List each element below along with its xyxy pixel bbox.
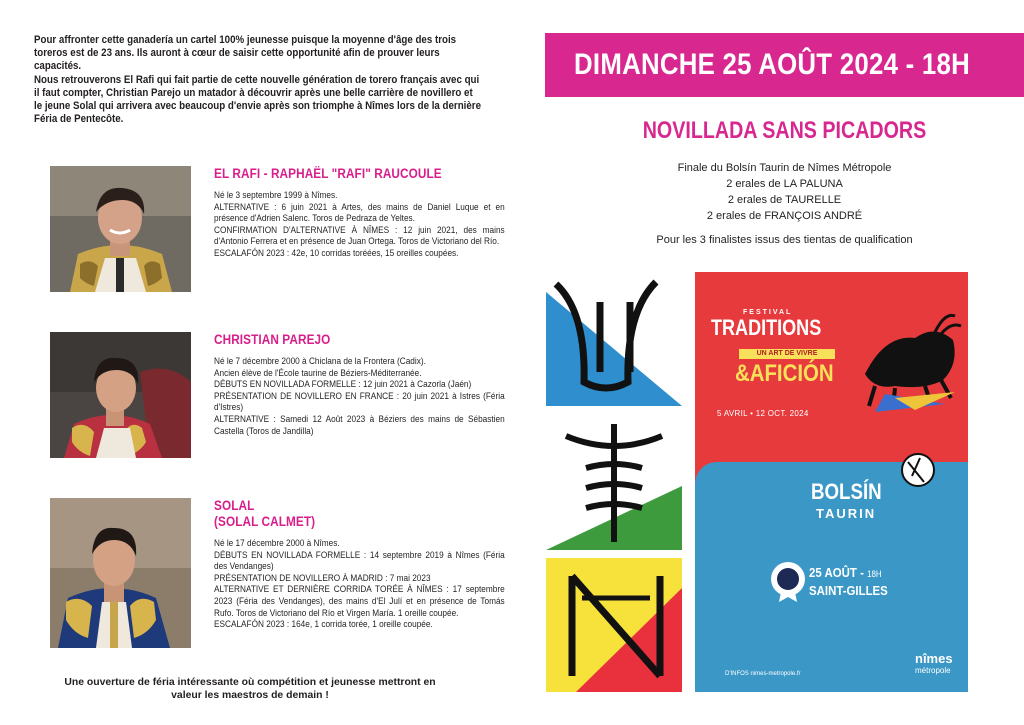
poster-traditions: TRADITIONS bbox=[711, 315, 822, 340]
poster-taurin: TAURIN bbox=[816, 506, 877, 521]
profile-name: CHRISTIAN PAREJO bbox=[214, 332, 331, 347]
badge-icon bbox=[769, 560, 807, 602]
poster-bolsin: BOLSÍN bbox=[811, 479, 882, 504]
profile-bio: Né le 3 septembre 1999 à Nîmes. ALTERNATIVE : 6 juin 2021 à Artes, des mains de Daniel Luque et en présence d'Adrien Salenc. Toros de Pedraza de Yeltes. CONFIRMATION D'ALTERNATIVE À NÎMES : 12 juin 2021, des mains d'Antonio Ferrera et en présence de Juan Ortega. Toros de Victoriano del Río. ESCALAFÓN 2023 : 42e, 10 corridas toréées, 15 oreilles coupées. bbox=[214, 190, 505, 259]
poster-date: 25 AOÛT - 18H bbox=[809, 565, 882, 580]
profile-name: SOLAL bbox=[214, 498, 255, 513]
detail-line: 2 erales de FRANÇOIS ANDRÉ bbox=[706, 210, 863, 222]
profile-name-full: (SOLAL CALMET) bbox=[214, 514, 316, 529]
nimes-metropole-logo: nîmes métropole bbox=[915, 651, 953, 675]
portrait-christian-parejo bbox=[50, 332, 191, 458]
profile-name: EL RAFI - RAPHAËL "RAFI" RAUCOULE bbox=[214, 166, 442, 181]
intro-paragraph-2: Nous retrouverons El Rafi qui fait partie de cette nouvelle génération de torero français avec qui il faut compter, Christian Parejo un matador à découvrir après une belle carrière de novillero et le jeune Solal qui arrivera avec beaucoup d'envie après son triomphe à Nîmes lors de la dernière Féria de Pentecôte. bbox=[34, 73, 482, 126]
festival-poster bbox=[695, 272, 968, 692]
poster-place: SAINT-GILLES bbox=[809, 583, 888, 598]
poster-info: D'INFOS nimes-metropole.fr bbox=[725, 671, 801, 677]
logo-tile-v bbox=[546, 272, 682, 406]
date-banner bbox=[545, 33, 1024, 97]
portrait-el-rafi bbox=[50, 166, 191, 292]
detail-line: 2 erales de LA PALUNA bbox=[726, 178, 843, 190]
event-details bbox=[545, 160, 1024, 248]
poster-subtitle: UN ART DE VIVRE bbox=[739, 349, 835, 359]
banner-text: DIMANCHE 25 AOÛT 2024 - 18H bbox=[574, 48, 970, 81]
poster-aficion: &AFICIÓN bbox=[735, 360, 834, 387]
intro-paragraph-1: Pour affronter cette ganadería un cartel 100% jeunesse puisque la moyenne d'âge des trois toreros est de 23 ans. Ils auront à cœur de saisir cette opportunité afin de prouver leurs capacités. bbox=[34, 34, 457, 73]
detail-line: Finale du Bolsín Taurin de Nîmes Métropole bbox=[677, 162, 892, 174]
intro-text bbox=[34, 34, 483, 126]
profile-bio: Né le 17 décembre 2000 à Nîmes. DÉBUTS EN NOVILLADA FORMELLE : 14 septembre 2019 à Nîmes (Féria des Vendanges) PRÉSENTATION DE NOVILLERO À MADRID : 7 mai 2023 ALTERNATIVE ET DERNIÈRE CORRIDA TORÉE À NÎMES : 17 septembre 2023 (Féria des Vendanges), des mains d'El Julí et en présence de Tomás Rufo. Toros de Victoriano del Río et Virgen María. 1 oreille coupée. ESCALAFÓN 2023 : 164e, 1 corrida torée, 1 oreille coupée. bbox=[214, 538, 505, 631]
ball-icon bbox=[900, 452, 936, 488]
profile-bio: Né le 7 décembre 2000 à Chiclana de la Frontera (Cadix). Ancien élève de l'École taurine de Béziers-Méditerranée. DÉBUTS EN NOVILLADA FORMELLE : 12 juin 2021 à Cazorla (Jaén) PRÉSENTATION DE NOVILLERO EN FRANCE : 20 juin 2021 à Istres (Féria d'Istres) ALTERNATIVE : Samedi 12 Août 2023 à Béziers des mains de Sébastien Castella (Toros de Jandilla) bbox=[214, 356, 505, 437]
logo-tile-symbol bbox=[546, 416, 682, 550]
event-title: NOVILLADA SANS PICADORS bbox=[642, 117, 927, 144]
poster-dates: 5 AVRIL • 12 OCT. 2024 bbox=[717, 409, 809, 418]
poster-festival: FESTIVAL bbox=[743, 309, 793, 316]
finalists-line: Pour les 3 finalistes issus des tientas de qualification bbox=[656, 234, 913, 246]
portrait-solal bbox=[50, 498, 191, 648]
closing-text: Une ouverture de féria intéressante où compétition et jeunesse mettront en valeur les maestros de demain ! bbox=[64, 677, 436, 701]
logo-tile-n bbox=[546, 558, 682, 692]
bull-illustration bbox=[855, 294, 965, 414]
detail-line: 2 erales de TAURELLE bbox=[727, 194, 842, 206]
